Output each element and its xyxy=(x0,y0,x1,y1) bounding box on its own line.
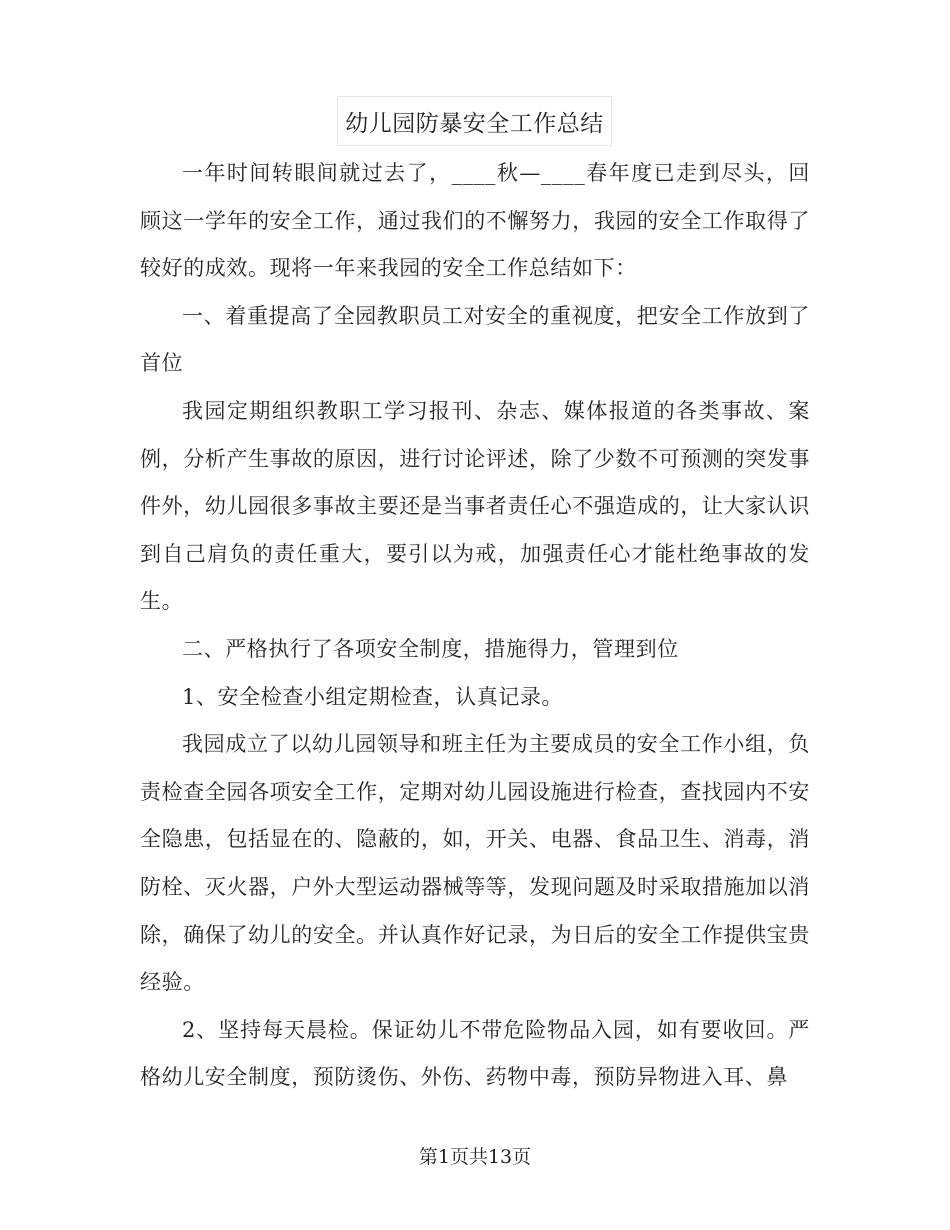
title-box xyxy=(337,96,612,146)
paragraph-section-1: 我园定期组织教职工学习报刊、杂志、媒体报道的各类事故、案例，分析产生事故的原因，进行讨论评述，除了少数不可预测的突发事件外，幼儿园很多事故主要还是当事者责任心不强造成的，让大家认识到自己肩负的责任重大，要引以为戒，加强责任心才能杜绝事故的发生。 xyxy=(140,398,810,614)
heading-section-2: 二、严格执行了各项安全制度，措施得力，管理到位 xyxy=(182,636,679,661)
subheading-item-1: 1、安全检查小组定期检查，认真记录。 xyxy=(182,684,564,709)
page-number-footer: 第1页共13页 xyxy=(418,1146,532,1168)
document-title: 幼儿园防暴安全工作总结 xyxy=(345,110,604,137)
heading-section-1: 一、着重提高了全园教职员工对安全的重视度，把安全工作放到了首位 xyxy=(140,303,810,376)
paragraph-item-2: 2、坚持每天晨检。保证幼儿不带危险物品入园，如有要收回。严格幼儿安全制度，预防烫伤、外伤、药物中毒，预防异物进入耳、鼻 xyxy=(140,1017,810,1090)
document-body xyxy=(140,150,810,1102)
paragraph-item-1: 我园成立了以幼儿园领导和班主任为主要成员的安全工作小组，负责检查全园各项安全工作，定期对幼儿园设施进行检查，查找园内不安全隐患，包括显在的、隐蔽的，如，开关、电器、食品卫生、消毒，消防栓、灭火器，户外大型运动器械等等，发现问题及时采取措施加以消除，确保了幼儿的安全。并认真作好记录，为日后的安全工作提供宝贵经验。 xyxy=(140,732,810,995)
paragraph-intro: 一年时间转眼间就过去了，____秋—____春年度已走到尽头，回顾这一学年的安全工作，通过我们的不懈努力，我园的安全工作取得了较好的成效。现将一年来我园的安全工作总结如下： xyxy=(140,161,810,281)
